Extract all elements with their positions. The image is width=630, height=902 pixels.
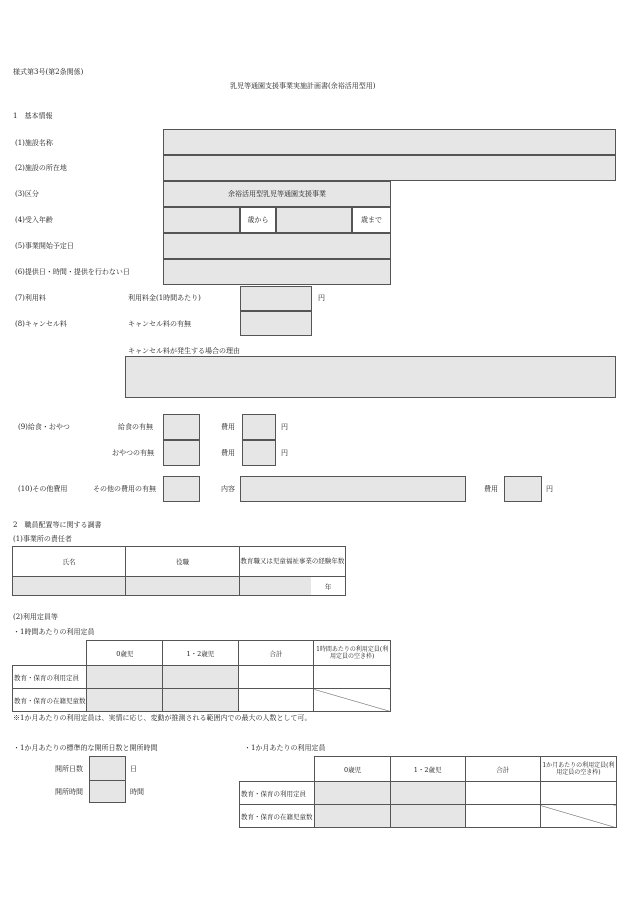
hourly-capacity-heading: ・1時間あたりの利用定員: [13, 628, 95, 636]
fee-field[interactable]: [240, 286, 312, 311]
capacity-note: ※1か月あたりの利用定員は、実情に応じ、変動が推測される範囲内での最大の人数として可。: [13, 714, 312, 722]
category-field: [163, 181, 391, 207]
form-number: 様式第3号(第2条関係): [13, 68, 84, 76]
facility-address-label: (2)施設の所在地: [15, 164, 67, 172]
service-days-label: (6)提供日・時間・提供を行わない日: [15, 268, 130, 276]
cap-total-cell[interactable]: [238, 666, 314, 689]
facility-address-field[interactable]: [163, 155, 616, 181]
m-row-enrolled: 教育・保育の在籍児童数: [240, 805, 315, 828]
enr-age12-cell[interactable]: [163, 689, 239, 712]
m-enr-month-cell-na: [540, 805, 616, 828]
other-yen: 円: [546, 485, 553, 493]
snack-sub-label: おやつの有無: [112, 449, 154, 457]
open-hours-label: 開所時間: [55, 788, 83, 796]
cap-age0-cell[interactable]: [87, 666, 163, 689]
other-cost-cost-label: 費用: [484, 485, 498, 493]
m-row-capacity: 教育・保育の利用定員: [240, 782, 315, 805]
m-col-total: 合計: [465, 757, 540, 782]
service-days-field[interactable]: [163, 259, 391, 285]
fee-yen: 円: [318, 294, 325, 302]
m-cap-total-cell[interactable]: [465, 782, 540, 805]
enr-age0-cell[interactable]: [87, 689, 163, 712]
meal-sub-label: 給食の有無: [118, 423, 153, 431]
facility-name-label: (1)施設名称: [15, 139, 53, 147]
other-cost-field[interactable]: [504, 476, 542, 502]
manager-role-cell[interactable]: [126, 577, 239, 596]
hourly-capacity-table: [12, 640, 391, 712]
capacity-subheading: (2)利用定員等: [13, 613, 58, 621]
monthly-capacity-table: [239, 756, 617, 828]
cancel-sub-label: キャンセル料の有無: [128, 320, 191, 328]
manager-exp-cell[interactable]: [239, 577, 311, 596]
age-from-field[interactable]: [163, 207, 240, 233]
manager-subheading: (1)事業所の責任者: [13, 535, 72, 543]
year-unit: 年: [311, 577, 345, 596]
monthly-capacity-heading: ・1か月あたりの利用定員: [244, 744, 326, 752]
cancel-label: (8)キャンセル料: [15, 320, 67, 328]
content-field[interactable]: [240, 476, 466, 502]
m-enr-total-cell[interactable]: [465, 805, 540, 828]
section2-heading: 2 職員配置等に関する調書: [13, 521, 102, 529]
age-label: (4)受入年齢: [15, 216, 53, 224]
col-total: 合計: [238, 641, 314, 666]
meal-yen: 円: [281, 423, 288, 431]
age-to-field[interactable]: [276, 207, 352, 233]
open-days-label: 開所日数: [55, 765, 83, 773]
open-hours-field[interactable]: [89, 780, 126, 803]
col-role: 役職: [126, 547, 239, 577]
manager-table: [12, 546, 346, 596]
start-date-field[interactable]: [163, 233, 391, 259]
m-cap-age12-cell[interactable]: [390, 782, 465, 805]
age-to-unit: 歳まで: [352, 207, 391, 233]
start-date-label: (5)事業開始予定日: [15, 242, 74, 250]
category-label: (3)区分: [15, 190, 39, 198]
hour-unit: 時間: [130, 788, 144, 796]
content-label: 内容: [221, 485, 235, 493]
snack-cost-field[interactable]: [242, 440, 276, 466]
m-cap-age0-cell[interactable]: [315, 782, 390, 805]
enr-hourly-cell-na: [314, 689, 391, 712]
form-title: 乳児等通園支援事業実施計画書(余裕活用型用): [230, 82, 376, 90]
fee-sub-label: 利用料金(1時間あたり): [128, 294, 201, 302]
m-enr-age12-cell[interactable]: [390, 805, 465, 828]
meals-label: (9)給食・おやつ: [18, 423, 70, 431]
m-col-cap: 1か月あたりの利用定員(利用定員の空き枠): [540, 757, 616, 782]
col-age12: 1・2歳児: [163, 641, 239, 666]
section1-heading: 1 基本情報: [13, 112, 53, 120]
row-capacity: 教育・保育の利用定員: [13, 666, 87, 689]
other-field[interactable]: [163, 476, 200, 502]
snack-field[interactable]: [163, 440, 200, 466]
open-days-field[interactable]: [89, 756, 126, 782]
other-sub-label: その他の費用の有無: [93, 485, 156, 493]
snack-yen: 円: [281, 449, 288, 457]
m-col-age12: 1・2歳児: [390, 757, 465, 782]
cancel-reason-label: キャンセル料が発生する場合の理由: [128, 347, 240, 355]
col-hourly-cap: 1時間あたりの利用定員(利用定員の空き枠): [314, 641, 391, 666]
category-value: 余裕活用型乳児等通園支援事業: [228, 190, 326, 198]
snack-cost-label: 費用: [221, 449, 235, 457]
age-from-unit: 歳から: [240, 207, 276, 233]
row-enrolled: 教育・保育の在籍児童数: [13, 689, 87, 712]
cancel-field[interactable]: [240, 311, 312, 336]
meal-cost-field[interactable]: [242, 414, 276, 440]
meal-field[interactable]: [163, 414, 200, 440]
cap-age12-cell[interactable]: [163, 666, 239, 689]
enr-total-cell[interactable]: [238, 689, 314, 712]
meal-cost-label: 費用: [221, 423, 235, 431]
col-name: 氏名: [13, 547, 126, 577]
cap-hourly-cell[interactable]: [314, 666, 391, 689]
day-unit: 日: [130, 765, 137, 773]
col-age0: 0歳児: [87, 641, 163, 666]
facility-name-field[interactable]: [163, 129, 616, 155]
col-experience: 教育職又は児童福祉事業の経験年数: [239, 547, 345, 577]
fee-label: (7)利用料: [15, 294, 46, 302]
m-col-age0: 0歳児: [315, 757, 390, 782]
m-enr-age0-cell[interactable]: [315, 805, 390, 828]
m-cap-month-cell[interactable]: [540, 782, 616, 805]
cancel-reason-field[interactable]: [125, 356, 616, 398]
monthly-standard-heading: ・1か月あたりの標準的な開所日数と開所時間: [13, 744, 158, 752]
manager-name-cell[interactable]: [13, 577, 126, 596]
other-cost-label: (10)その他費用: [18, 485, 68, 493]
